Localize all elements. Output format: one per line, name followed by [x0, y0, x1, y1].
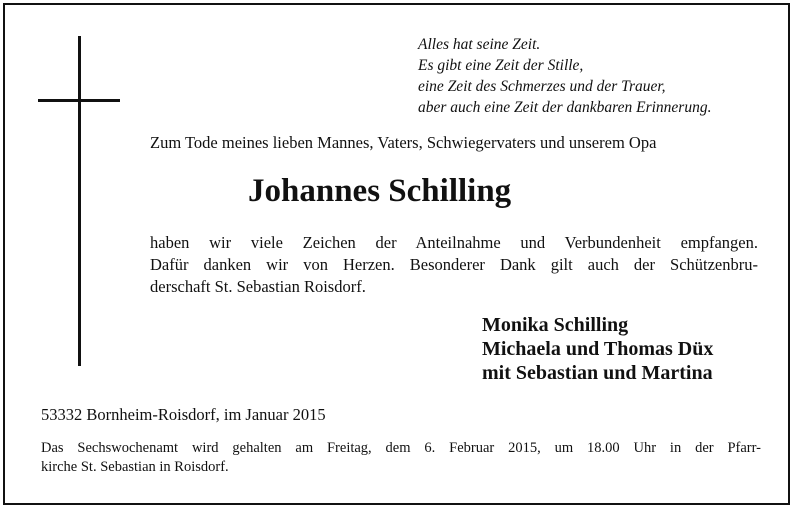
poem-line: Alles hat seine Zeit. [418, 36, 541, 53]
poem [418, 34, 778, 118]
service-announcement [41, 439, 761, 477]
signers-block [482, 313, 713, 385]
thanks-line: haben wir viele Zeichen der Anteilnahme und Verbundenheit empfangen. [150, 233, 758, 252]
poem-line: Es gibt eine Zeit der Stille, [418, 57, 584, 74]
signer-name: Monika Schilling [482, 314, 629, 336]
poem-line: eine Zeit des Schmerzes und der Trauer, [418, 78, 666, 95]
service-line: Das Sechswochenamt wird gehalten am Freitag, dem 6. Februar 2015, um 18.00 Uhr in der Pfarr- [41, 440, 761, 456]
deceased-name: Johannes Schilling [248, 173, 512, 209]
poem-line: aber auch eine Zeit der dankbaren Erinnerung. [418, 99, 712, 116]
signer-name: Michaela und Thomas Düx [482, 338, 714, 360]
thanks-line: Dafür danken wir von Herzen. Besonderer Dank gilt auch der Schützenbru- [150, 255, 758, 274]
intro-text: Zum Tode meines lieben Mannes, Vaters, Schwiegervaters und unserem Opa [150, 133, 657, 152]
cross-icon-bar [38, 99, 120, 102]
thanks-paragraph [150, 232, 758, 298]
thanks-line: derschaft St. Sebastian Roisdorf. [150, 277, 366, 296]
cross-icon [78, 36, 81, 366]
signer-name: mit Sebastian und Martina [482, 362, 713, 384]
place-date: 53332 Bornheim-Roisdorf, im Januar 2015 [41, 405, 326, 424]
service-line: kirche St. Sebastian in Roisdorf. [41, 459, 229, 475]
